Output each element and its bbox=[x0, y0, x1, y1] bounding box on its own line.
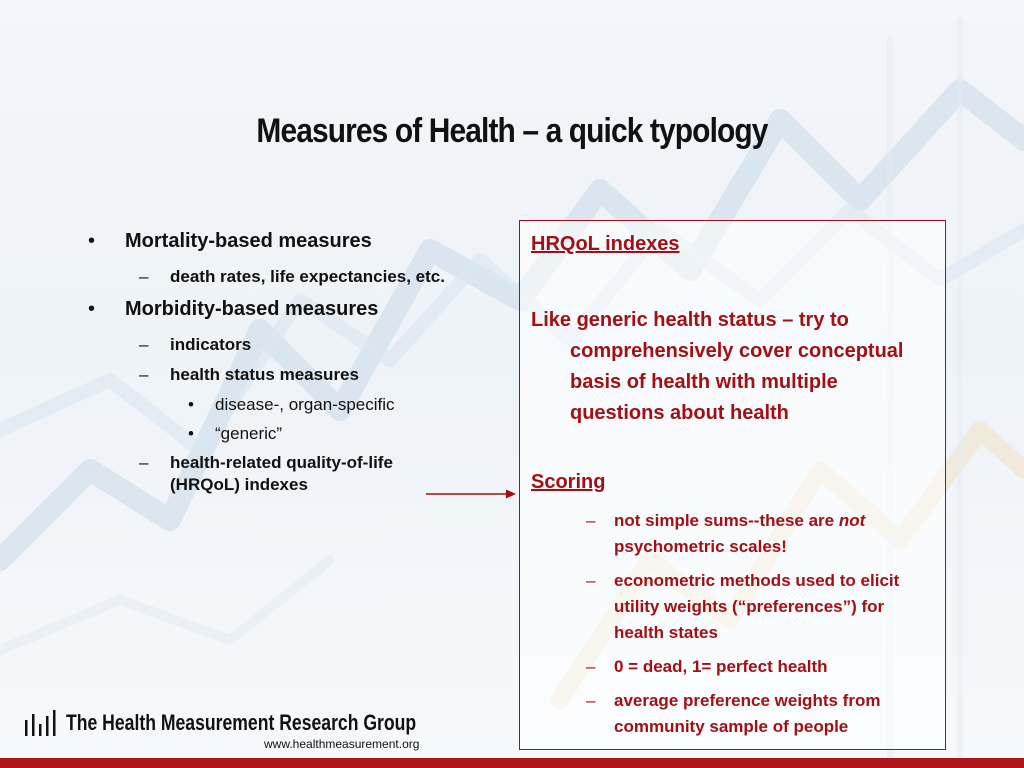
list-subitem-label: death rates, life expectancies, etc. bbox=[170, 267, 445, 286]
scoring-heading: Scoring bbox=[531, 471, 606, 493]
website-url[interactable]: www.healthmeasurement.org bbox=[264, 737, 420, 751]
footer-bar bbox=[0, 758, 1024, 768]
box-heading: HRQoL indexes bbox=[531, 233, 680, 255]
list-subsubitem-generic bbox=[82, 423, 482, 445]
dash-bullet: – bbox=[139, 267, 149, 286]
arrow-icon bbox=[426, 487, 516, 501]
list-subitem-label-line2: (HRQoL) indexes bbox=[170, 475, 308, 494]
dash-bullet: – bbox=[139, 335, 149, 354]
scoring-item-text: 0 = dead, 1= perfect health bbox=[614, 657, 828, 676]
bullet: • bbox=[88, 230, 96, 252]
scoring-item-text: average preference weights from community sample of people bbox=[614, 691, 881, 736]
scoring-item bbox=[582, 568, 932, 646]
list-subitem-hrqol bbox=[82, 452, 482, 496]
list-item-mortality bbox=[82, 228, 482, 254]
list-subsubitem-label: disease-, organ-specific bbox=[215, 395, 395, 414]
organization-name: The Health Measurement Research Group bbox=[66, 710, 417, 735]
box-description bbox=[531, 305, 931, 429]
box-description-continuation: comprehensively cover conceptual basis of health with multiple questions about health bbox=[570, 340, 904, 424]
list-subitem-label: indicators bbox=[170, 335, 252, 354]
list-subsubitem-disease-specific bbox=[82, 394, 482, 416]
bullet: • bbox=[188, 424, 194, 443]
dash-bullet: – bbox=[586, 511, 596, 530]
bullet: • bbox=[88, 298, 96, 320]
list-subitem-indicators bbox=[82, 334, 482, 356]
logo-mark-icon bbox=[24, 710, 60, 736]
list-subitem-label-line1: health-related quality-of-life bbox=[170, 453, 393, 472]
dash-bullet: – bbox=[586, 657, 596, 676]
dash-bullet: – bbox=[586, 691, 596, 710]
scoring-item-text: econometric methods used to elicit utility weights (“preferences”) for health states bbox=[614, 571, 900, 642]
dash-bullet: – bbox=[586, 571, 596, 590]
hrqol-detail-box bbox=[519, 220, 946, 750]
scoring-item-text-end: psychometric scales! bbox=[614, 537, 787, 556]
dash-bullet: – bbox=[139, 365, 149, 384]
dash-bullet: – bbox=[139, 453, 149, 472]
list-item-label: Morbidity-based measures bbox=[125, 298, 379, 320]
scoring-item bbox=[582, 654, 932, 680]
scoring-list bbox=[582, 508, 932, 748]
scoring-item-text: not simple sums--these are bbox=[614, 511, 839, 530]
scoring-item bbox=[582, 508, 932, 560]
list-item-morbidity bbox=[82, 296, 482, 322]
list-item-label: Mortality-based measures bbox=[125, 230, 372, 252]
typology-list bbox=[82, 228, 482, 498]
box-description-first-line: Like generic health status – try to bbox=[531, 309, 849, 331]
scoring-item bbox=[582, 688, 932, 740]
list-subsubitem-label: “generic” bbox=[215, 424, 283, 443]
list-subitem-label: health status measures bbox=[170, 365, 359, 384]
slide-title: Measures of Health – a quick typology bbox=[256, 112, 768, 150]
bullet: • bbox=[188, 395, 194, 414]
list-subitem-health-status bbox=[82, 364, 482, 386]
list-subitem-death-rates bbox=[82, 266, 482, 288]
scoring-item-emphasis: not bbox=[838, 511, 866, 530]
